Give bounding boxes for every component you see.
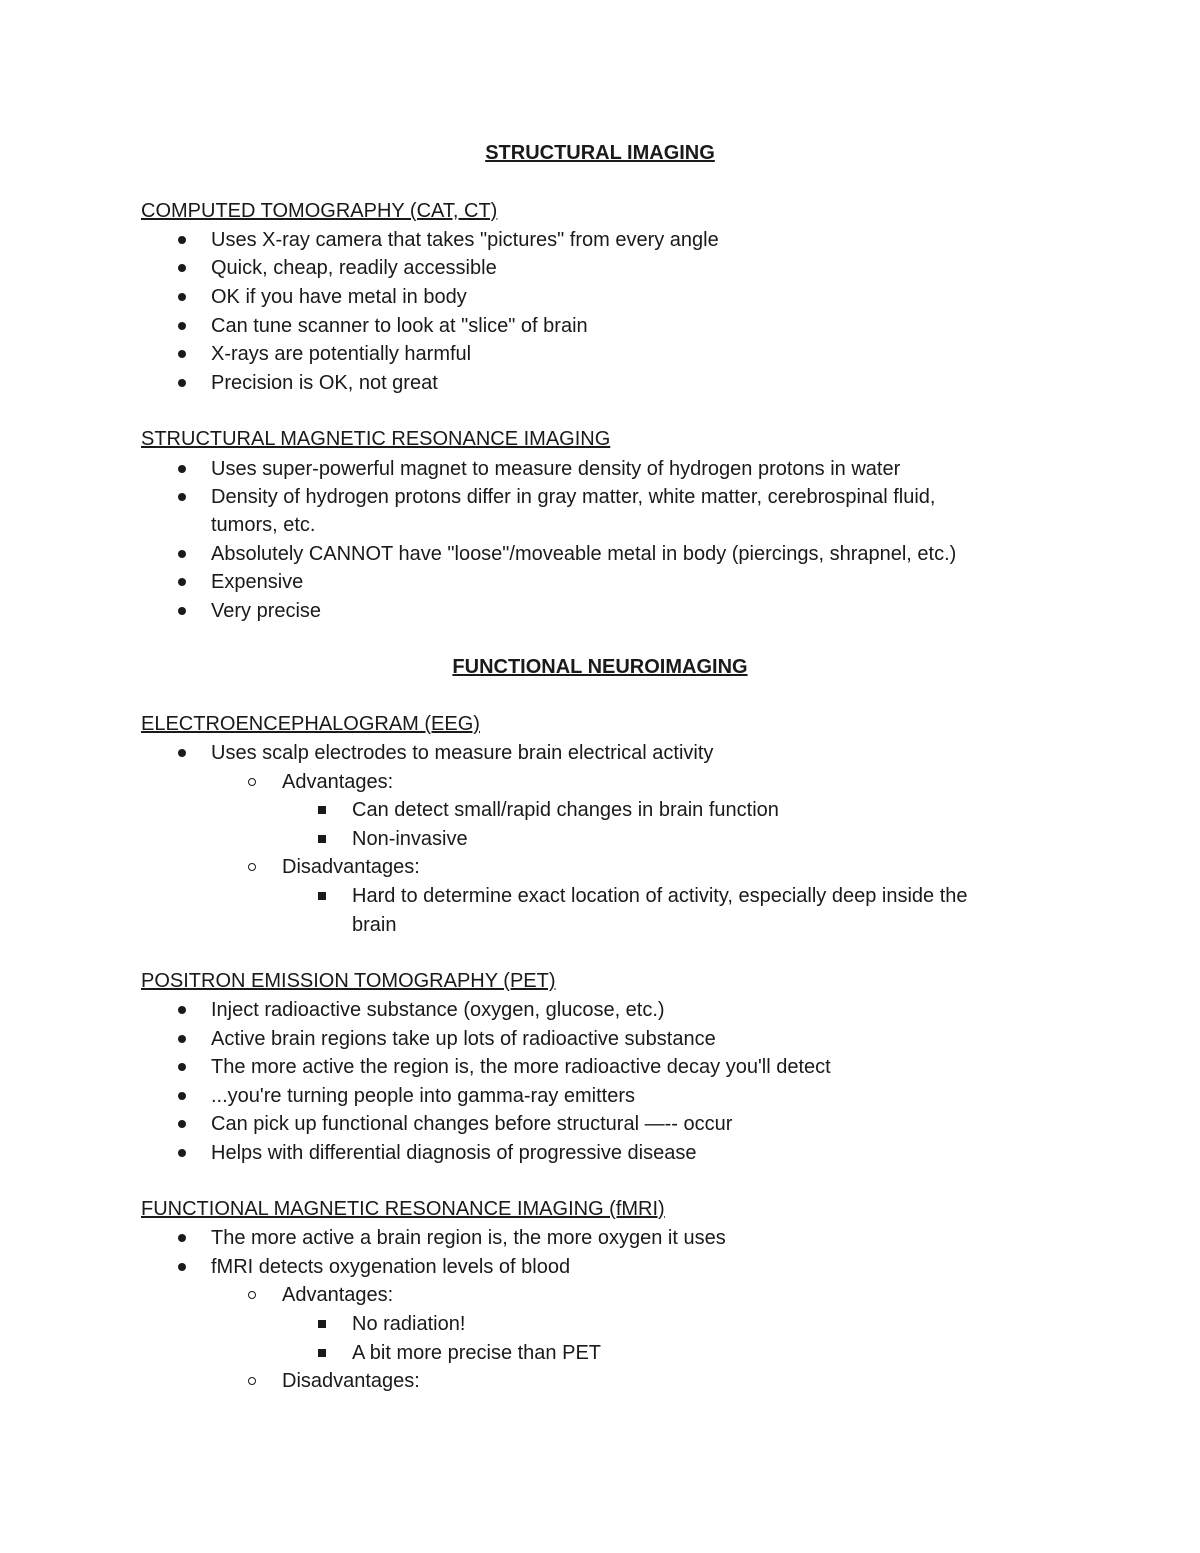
list-item-continuation: tumors, etc. [211, 514, 316, 536]
bullet-disc-icon [178, 1234, 186, 1242]
list-item: Quick, cheap, readily accessible [211, 257, 497, 279]
section-title-structural: STRUCTURAL IMAGING [485, 142, 715, 164]
list-item: Density of hydrogen protons differ in gray matter, white matter, cerebrospinal fluid, [211, 486, 936, 508]
heading-fmri: FUNCTIONAL MAGNETIC RESONANCE IMAGING (fMRI) [141, 1198, 665, 1220]
list-item: Precision is OK, not great [211, 372, 438, 394]
list-item: Absolutely CANNOT have "loose"/moveable metal in body (piercings, shrapnel, etc.) [211, 543, 957, 565]
sub-sub-list-item: Hard to determine exact location of activity, especially deep inside the [352, 885, 968, 907]
sub-list-item: Advantages: [282, 1284, 394, 1306]
bullet-disc-icon [178, 379, 186, 387]
list-item: Can pick up functional changes before structural —-- occur [211, 1113, 733, 1135]
sub-list-item: Advantages: [282, 771, 394, 793]
bullet-disc-icon [178, 293, 186, 301]
list-item: fMRI detects oxygenation levels of blood [211, 1256, 571, 1278]
list-item: X-rays are potentially harmful [211, 343, 472, 365]
bullet-circle-icon [248, 778, 256, 786]
list-item: The more active a brain region is, the more oxygen it uses [211, 1227, 726, 1249]
bullet-disc-icon [178, 1035, 186, 1043]
list-item: Helps with differential diagnosis of progressive disease [211, 1142, 697, 1164]
bullet-disc-icon [178, 236, 186, 244]
list-item: Uses scalp electrodes to measure brain electrical activity [211, 742, 714, 764]
bullet-square-icon [318, 806, 326, 814]
heading-structural-mri: STRUCTURAL MAGNETIC RESONANCE IMAGING [141, 428, 611, 450]
bullet-disc-icon [178, 749, 186, 757]
bullet-square-icon [318, 892, 326, 900]
bullet-circle-icon [248, 1291, 256, 1299]
heading-eeg: ELECTROENCEPHALOGRAM (EEG) [141, 713, 480, 735]
sub-list-item: Disadvantages: [282, 1370, 420, 1392]
list-item: The more active the region is, the more radioactive decay you'll detect [211, 1056, 831, 1078]
bullet-disc-icon [178, 550, 186, 558]
list-item: ...you're turning people into gamma-ray emitters [211, 1085, 636, 1107]
sub-sub-list-item: A bit more precise than PET [352, 1342, 602, 1364]
list-item: OK if you have metal in body [211, 286, 467, 308]
bullet-disc-icon [178, 1149, 186, 1157]
heading-pet: POSITRON EMISSION TOMOGRAPHY (PET) [141, 970, 556, 992]
bullet-disc-icon [178, 322, 186, 330]
list-item: Expensive [211, 571, 304, 593]
list-item: Can tune scanner to look at "slice" of brain [211, 315, 588, 337]
sub-sub-list-item-continuation: brain [352, 914, 397, 936]
list-item: Uses X-ray camera that takes "pictures" from every angle [211, 229, 719, 251]
bullet-disc-icon [178, 1092, 186, 1100]
list-item: Very precise [211, 600, 322, 622]
bullet-square-icon [318, 1320, 326, 1328]
bullet-disc-icon [178, 465, 186, 473]
sub-sub-list-item: No radiation! [352, 1313, 466, 1335]
bullet-disc-icon [178, 1006, 186, 1014]
bullet-square-icon [318, 1349, 326, 1357]
bullet-disc-icon [178, 1263, 186, 1271]
bullet-square-icon [318, 835, 326, 843]
bullet-circle-icon [248, 863, 256, 871]
list-item: Active brain regions take up lots of radioactive substance [211, 1028, 716, 1050]
list-item: Inject radioactive substance (oxygen, glucose, etc.) [211, 999, 665, 1021]
bullet-disc-icon [178, 578, 186, 586]
bullet-disc-icon [178, 1120, 186, 1128]
bullet-circle-icon [248, 1377, 256, 1385]
heading-ct: COMPUTED TOMOGRAPHY (CAT, CT) [141, 200, 498, 222]
bullet-disc-icon [178, 350, 186, 358]
list-item: Uses super-powerful magnet to measure density of hydrogen protons in water [211, 458, 901, 480]
sub-sub-list-item: Can detect small/rapid changes in brain function [352, 799, 779, 821]
sub-list-item: Disadvantages: [282, 856, 420, 878]
section-title-functional: FUNCTIONAL NEUROIMAGING [452, 656, 748, 678]
bullet-disc-icon [178, 607, 186, 615]
sub-sub-list-item: Non-invasive [352, 828, 468, 850]
bullet-disc-icon [178, 264, 186, 272]
bullet-disc-icon [178, 1063, 186, 1071]
bullet-disc-icon [178, 493, 186, 501]
